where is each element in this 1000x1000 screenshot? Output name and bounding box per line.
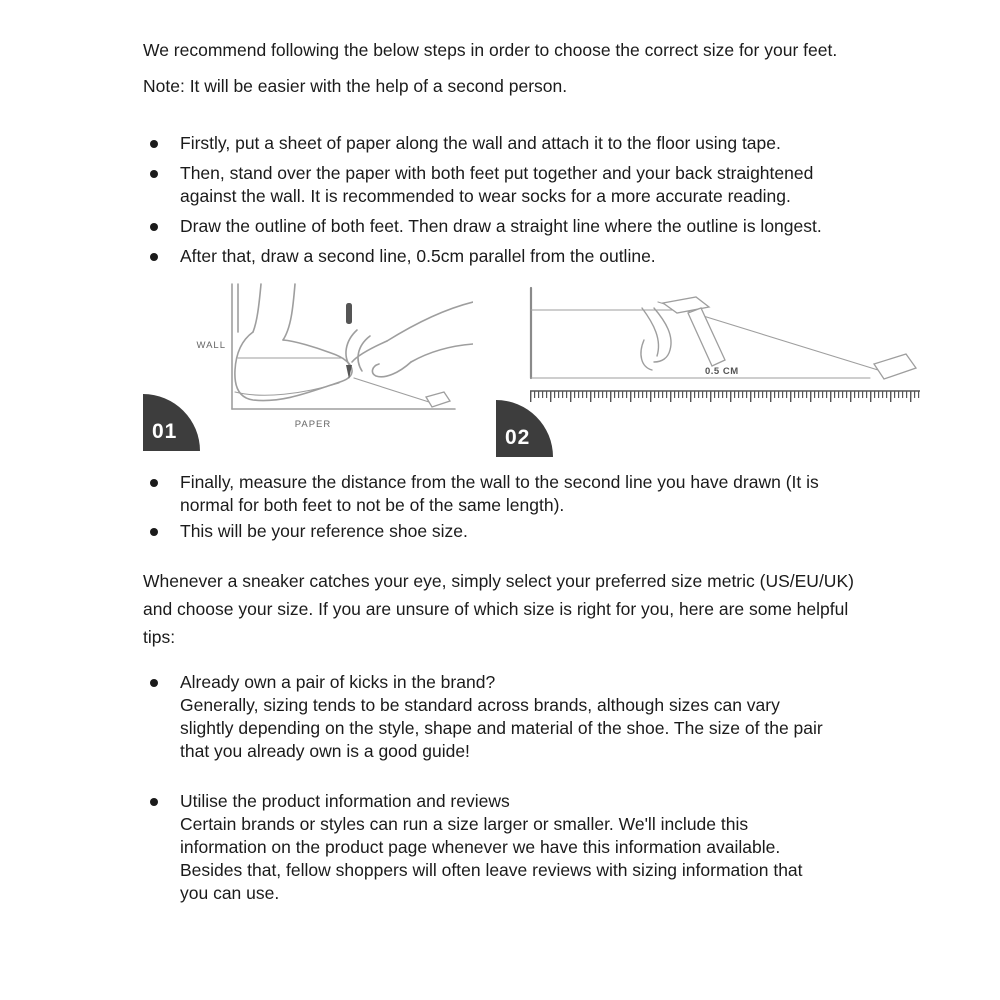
step-text: After that, draw a second line, 0.5cm parallel from the outline. <box>180 246 656 266</box>
step-text: Finally, measure the distance from the wall to the second line you have drawn (It is normal for both feet to not be of the same length). <box>180 472 819 515</box>
list-item <box>143 790 833 905</box>
step-number: 01 <box>152 420 178 443</box>
intro-paragraph: We recommend following the below steps in order to choose the correct size for your feet. <box>143 40 838 60</box>
list-item <box>143 671 833 763</box>
bullet-icon <box>150 170 158 178</box>
instruction-figures <box>143 280 943 458</box>
note-paragraph: Note: It will be easier with the help of a second person. <box>143 76 568 96</box>
tape-arrow-icon <box>426 392 450 407</box>
bullet-icon <box>150 798 158 806</box>
wall-label: WALL <box>196 340 226 351</box>
list-item <box>143 245 861 268</box>
second-line-illustration <box>496 280 928 458</box>
step-text: This will be your reference shoe size. <box>180 521 468 541</box>
tip-body: Certain brands or styles can run a size larger or smaller. We'll include this information on the product page whenever we have this information available. Besides that, fellow shoppers will often leave reviews with sizing information that you can use. <box>180 814 803 903</box>
step-text: Then, stand over the paper with both feet put together and your back straightened against the wall. It is recommended to wear socks for a more accurate reading. <box>180 163 814 206</box>
paper-label: PAPER <box>294 419 332 430</box>
list-item <box>143 162 861 208</box>
figure-step-2 <box>496 280 928 458</box>
bullet-icon <box>150 679 158 687</box>
bullet-icon <box>150 528 158 536</box>
step-text: Firstly, put a sheet of paper along the wall and attach it to the floor using tape. <box>180 133 781 153</box>
measuring-steps-list <box>143 132 861 268</box>
tip-title: Already own a pair of kicks in the brand? <box>180 672 496 692</box>
bullet-icon <box>150 223 158 231</box>
step-text: Draw the outline of both feet. Then draw a straight line where the outline is longest. <box>180 216 822 236</box>
tape-arrow-icon <box>874 354 916 379</box>
list-item <box>143 215 861 238</box>
tip-body: Generally, sizing tends to be standard across brands, although sizes can vary slightly depending on the style, shape and material of the shoe. The size of the pair that you already own is a good guide! <box>180 695 823 761</box>
list-item <box>143 520 843 543</box>
step-number: 02 <box>505 426 531 449</box>
list-item <box>143 132 861 155</box>
ruler-icon <box>530 391 920 397</box>
figure-step-1 <box>143 280 473 458</box>
bullet-icon <box>150 479 158 487</box>
measure-result-list <box>143 471 843 543</box>
list-item <box>143 471 843 517</box>
bullet-icon <box>150 253 158 261</box>
offset-label: 0.5 CM <box>705 366 739 377</box>
tips-intro-paragraph: Whenever a sneaker catches your eye, simply select your preferred size metric (US/EU/UK) and choose your size. If you are unsure of which size is right for you, here are some helpful tips: <box>143 571 854 647</box>
tip-title: Utilise the product information and reviews <box>180 791 510 811</box>
tips-list <box>143 671 833 905</box>
bullet-icon <box>150 140 158 148</box>
